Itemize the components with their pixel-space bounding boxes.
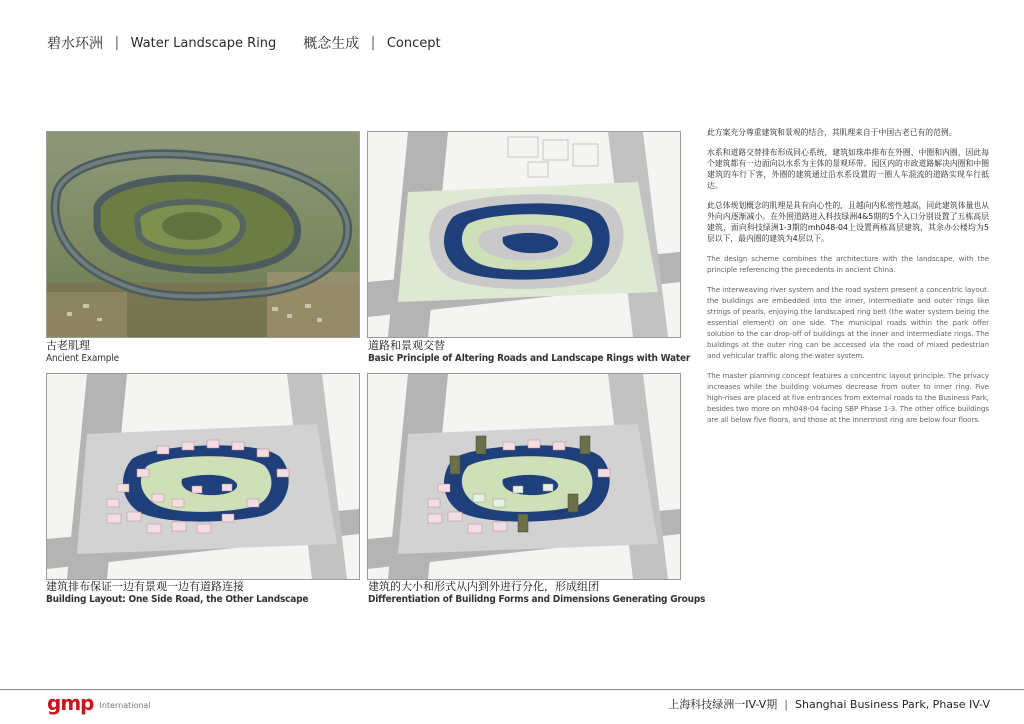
paragraph-zh: 此方案充分尊重建筑和景观的结合，其肌理来自于中国古老已有的范例。 xyxy=(707,128,957,137)
paragraph-en: The design scheme combines the architecture with the landscape, with the principle referencing the precedents in ancient China. xyxy=(707,254,989,274)
caption-zh: 道路和景观交替 xyxy=(368,339,445,352)
building-layout-diagram xyxy=(46,373,360,580)
caption-ancient-example xyxy=(46,339,376,365)
road-landscape-diagram xyxy=(367,131,681,338)
page-header xyxy=(47,33,441,53)
description-column xyxy=(707,127,989,434)
section-zh: 概念生成 xyxy=(303,36,360,52)
paragraph-en: The interweaving river system and the road system present a concentric layout. the buildings are embedded into the inner, intermediate and outer rings like strings of pearls, enjoying the landscaped ring belt (the water system being the essential element) on one side. The municipal roads within the park offer solution to the car drop-off of buildings at the inner and intermediate rings. The buildings at the outer ring can be accessed via the road of mixed pedestrian and vehicular traffic along the water system. xyxy=(707,285,989,360)
footer-separator: | xyxy=(784,698,788,711)
plan-diagram xyxy=(368,374,680,579)
header-separator: | xyxy=(114,35,120,51)
gmp-logo xyxy=(47,691,151,713)
plan-diagram xyxy=(368,132,680,337)
title-zh: 碧水环洲 xyxy=(47,36,103,52)
caption-zh: 古老肌理 xyxy=(46,339,90,352)
footer-project xyxy=(668,696,990,712)
project-en: Shanghai Business Park, Phase IV-V xyxy=(795,698,990,711)
paragraph-zh: 此总体规划概念的肌理是具有向心性的，且越向内私密性越高，同此建筑体量也从外向内逐渐减小。在外围道路进入科技绿洲4&5期的5个入口分别设置了五栋高层建筑，面向科技绿洲1-3期的mh048-04上设置两栋高层建筑，其余办公楼均为5层以下，最内圈的建筑为4层以下。 xyxy=(707,201,989,243)
caption-zh: 建筑的大小和形式从内到外进行分化，形成组团 xyxy=(368,580,599,593)
caption-en: Ancient Example xyxy=(46,353,119,364)
title-en: Water Landscape Ring xyxy=(130,35,277,51)
caption-building-forms xyxy=(368,580,706,606)
caption-building-layout xyxy=(46,580,376,606)
footer-divider xyxy=(0,689,1024,690)
aerial-photo xyxy=(46,131,360,338)
plan-diagram xyxy=(47,374,359,579)
caption-zh: 建筑排布保证一边有景观一边有道路连接 xyxy=(46,580,244,593)
project-zh: 上海科技绿洲一IV-V期 xyxy=(668,698,778,711)
section-en: Concept xyxy=(386,35,441,51)
caption-en: Basic Principle of Altering Roads and Landscape Rings with Water xyxy=(368,353,691,364)
paragraph-en: The master planning concept features a concentric layout principle. The privacy increases while the building volumes decrease from outer to inner ring. Five high-rises are placed at five entrances from external roads to the Business Park, besides two more on mh048-04 facing SBP Phase 1-3. The other office buildings are all below five floors, and those at the innermost ring are below four floors. xyxy=(707,371,989,424)
caption-road-landscape xyxy=(368,339,698,365)
logo-subtitle: International xyxy=(99,701,151,710)
caption-en: Differentiation of Builidng Forms and Dimensions Generating Groups xyxy=(368,594,706,605)
caption-en: Building Layout: One Side Road, the Other Landscape xyxy=(46,594,309,605)
building-forms-diagram xyxy=(367,373,681,580)
paragraph-zh: 水系和道路交替排布形成同心系统，建筑如珠串排布在外圈、中圈和内圈，因此每个建筑都有一边面向以水系为主体的景观环带。园区内的市政道路解决内圈和中圈建筑的车行下客，外圈的建筑通过沿水系设置的一圈人车混流的道路实现车行抵达。 xyxy=(707,148,989,190)
header-separator: | xyxy=(370,35,376,51)
ancient-example-image xyxy=(47,132,359,337)
logo-mark: gmp xyxy=(47,691,94,715)
